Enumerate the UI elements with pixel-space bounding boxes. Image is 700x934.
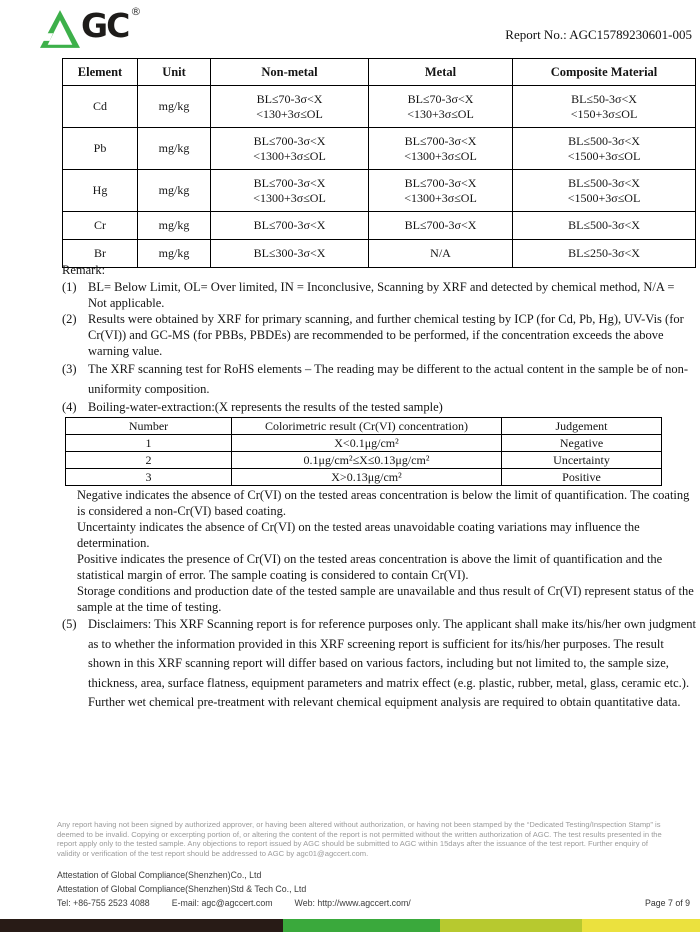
remark-item-3 — [62, 359, 696, 399]
company-block — [57, 868, 690, 910]
element-cell: Cr — [63, 212, 138, 240]
unit-cell: mg/kg — [138, 212, 211, 240]
col-header-colorimetric: Colorimetric result (Cr(VI) concentration) — [232, 418, 502, 435]
warning-limits-table — [62, 58, 696, 268]
remark-item-text: Results were obtained by XRF for primary scanning, and further chemical testing by ICP (for Cd, Pb, Hg), UV-Vis (for Cr(VI)) and GC-MS (for PBBs, PBDEs) are recommended to be performed, if the concentration exceeds the above warning value. — [88, 312, 684, 358]
table-row-cr — [63, 212, 696, 240]
judgement-cell: Uncertainty — [502, 452, 662, 469]
nonmetal-cell: BL≤700-3σ<X — [211, 212, 369, 240]
footer-color-bar — [0, 919, 700, 932]
remark-item-text: Disclaimers: This XRF Scanning report is for reference purposes only. The applicant shall make its/his/her own judgment as to whether the information provided in this XRF screening report is sufficient for its/his/her purposes. The result shown in this XRF scanning report will differ based on various factors, including but not limited to, the sample size, thickness, area, surface flatness, equipment parameters and matrix effect (e.g. plastic, rubber, metal, glass, ceramic etc.). Further wet chemical pre-treatment with relevant chemical equipment analysis are required to obtain quantitative data. — [88, 617, 696, 709]
metal-cell: N/A — [369, 240, 513, 268]
metal-cell: BL≤700-3σ<X <1300+3σ≤OL — [369, 170, 513, 212]
element-cell: Cd — [63, 86, 138, 128]
table-row-hg — [63, 170, 696, 212]
nonmetal-cell: BL≤70-3σ<X <130+3σ≤OL — [211, 86, 369, 128]
element-cell: Br — [63, 240, 138, 268]
boiling-row-2 — [66, 452, 662, 469]
number-cell: 1 — [66, 435, 232, 452]
judgement-cell: Positive — [502, 469, 662, 486]
composite-cell: BL≤500-3σ<X <1500+3σ≤OL — [513, 128, 696, 170]
bar-segment-yellowgreen — [440, 919, 583, 932]
remark-item-2 — [62, 311, 696, 359]
note-positive: Positive indicates the presence of Cr(VI) on the tested areas concentration is above the limit of quantification and the statistical margin of error. The sample coating is considered to contain Cr(VI). — [77, 552, 663, 582]
report-number: Report No.: AGC15789230601-005 — [505, 27, 692, 42]
col-header-metal: Metal — [369, 59, 513, 86]
col-header-number: Number — [66, 418, 232, 435]
result-cell: 0.1μg/cm²≤X≤0.13μg/cm² — [232, 452, 502, 469]
bar-segment-dark — [0, 919, 283, 932]
metal-cell: BL≤700-3σ<X — [369, 212, 513, 240]
col-header-nonmetal: Non-metal — [211, 59, 369, 86]
metal-cell: BL≤700-3σ<X <1300+3σ≤OL — [369, 128, 513, 170]
agc-logo — [40, 6, 141, 50]
boiling-notes — [77, 487, 695, 615]
contact-row — [57, 896, 690, 910]
remark-item-1 — [62, 279, 696, 311]
boiling-header-row — [66, 418, 662, 435]
nonmetal-cell: BL≤300-3σ<X — [211, 240, 369, 268]
unit-cell: mg/kg — [138, 240, 211, 268]
note-negative: Negative indicates the absence of Cr(VI) on the tested areas concentration is below the limit of quantification. The coating is considered a non-Cr(VI) based coating. — [77, 488, 690, 518]
unit-cell: mg/kg — [138, 170, 211, 212]
boiling-row-3 — [66, 469, 662, 486]
remark-item-text: The XRF scanning test for RoHS elements – The reading may be different to the actual content in the sample be of non-uniformity composition. — [88, 362, 689, 396]
table-row-cd — [63, 86, 696, 128]
remark-item-number: (4) — [62, 400, 77, 414]
number-cell: 3 — [66, 469, 232, 486]
unit-cell: mg/kg — [138, 128, 211, 170]
remark-item-number: (5) — [62, 617, 77, 631]
composite-cell: BL≤250-3σ<X — [513, 240, 696, 268]
page-number: Page 7 of 9 — [645, 898, 690, 908]
result-cell: X<0.1μg/cm² — [232, 435, 502, 452]
logo-a-icon — [40, 10, 80, 48]
company-name-2: Attestation of Global Compliance(Shenzhen)Std & Tech Co., Ltd — [57, 884, 307, 894]
remark-item-number: (3) — [62, 362, 77, 376]
unit-cell: mg/kg — [138, 86, 211, 128]
tel-text: Tel: +86-755 2523 4088 — [57, 898, 150, 908]
col-header-judgement: Judgement — [502, 418, 662, 435]
remark-item-text: Boiling-water-extraction:(X represents the results of the tested sample) — [88, 400, 443, 414]
company-name-1: Attestation of Global Compliance(Shenzhen)Co., Ltd — [57, 870, 262, 880]
web-text: Web: http://www.agccert.com/ — [294, 898, 411, 908]
legal-disclaimer-text: Any report having not been signed by authorized approver, or having been altered without authorization, or having not been stamped by the “Dedicated Testing/Inspection Stamp” is deemed to be invalid. Copying or excerpting portion of, or altering the content of the report is not permitted without the written authorization of AGC. The test results presented in the report apply only to the tested sample. Any objections to report issued by AGC should be submitted to AGC within 15days after the issuance of the test report. Further enquiry of validity or verification of the test report should be addressed to AGC by agc01@agccert.com. — [57, 820, 662, 858]
judgement-cell: Negative — [502, 435, 662, 452]
remark-item-5 — [62, 615, 696, 713]
nonmetal-cell: BL≤700-3σ<X <1300+3σ≤OL — [211, 170, 369, 212]
composite-cell: BL≤500-3σ<X — [513, 212, 696, 240]
remark-section — [62, 262, 696, 713]
note-uncertainty: Uncertainty indicates the absence of Cr(VI) on the tested areas unavoidable coating variations may influence the determination. — [77, 520, 640, 550]
nonmetal-cell: BL≤700-3σ<X <1300+3σ≤OL — [211, 128, 369, 170]
remark-item-number: (1) — [62, 280, 77, 294]
limits-header-row — [63, 59, 696, 86]
metal-cell: BL≤70-3σ<X <130+3σ≤OL — [369, 86, 513, 128]
result-cell: X>0.13μg/cm² — [232, 469, 502, 486]
table-row-pb — [63, 128, 696, 170]
element-cell: Pb — [63, 128, 138, 170]
col-header-composite: Composite Material — [513, 59, 696, 86]
remark-item-text: BL= Below Limit, OL= Over limited, IN = Inconclusive, Scanning by XRF and detected by chemical method, N/A = Not applicable. — [88, 280, 675, 310]
remark-item-number: (2) — [62, 312, 77, 326]
bar-segment-yellow — [582, 919, 700, 932]
email-text: E-mail: agc@agccert.com — [171, 898, 273, 908]
boiling-water-table — [65, 417, 662, 486]
col-header-element: Element — [63, 59, 138, 86]
bar-segment-green — [283, 919, 440, 932]
col-header-unit: Unit — [138, 59, 211, 86]
remark-item-4 — [62, 399, 696, 415]
boiling-row-1 — [66, 435, 662, 452]
remark-title: Remark: — [62, 263, 106, 277]
number-cell: 2 — [66, 452, 232, 469]
composite-cell: BL≤50-3σ<X <150+3σ≤OL — [513, 86, 696, 128]
registered-mark-icon: ® — [130, 5, 142, 18]
composite-cell: BL≤500-3σ<X <1500+3σ≤OL — [513, 170, 696, 212]
note-storage: Storage conditions and production date of the tested sample are unavailable and thus result of Cr(VI) represent status of the sample at the time of testing. — [77, 584, 694, 614]
element-cell: Hg — [63, 170, 138, 212]
logo-text: GC — [81, 6, 129, 45]
